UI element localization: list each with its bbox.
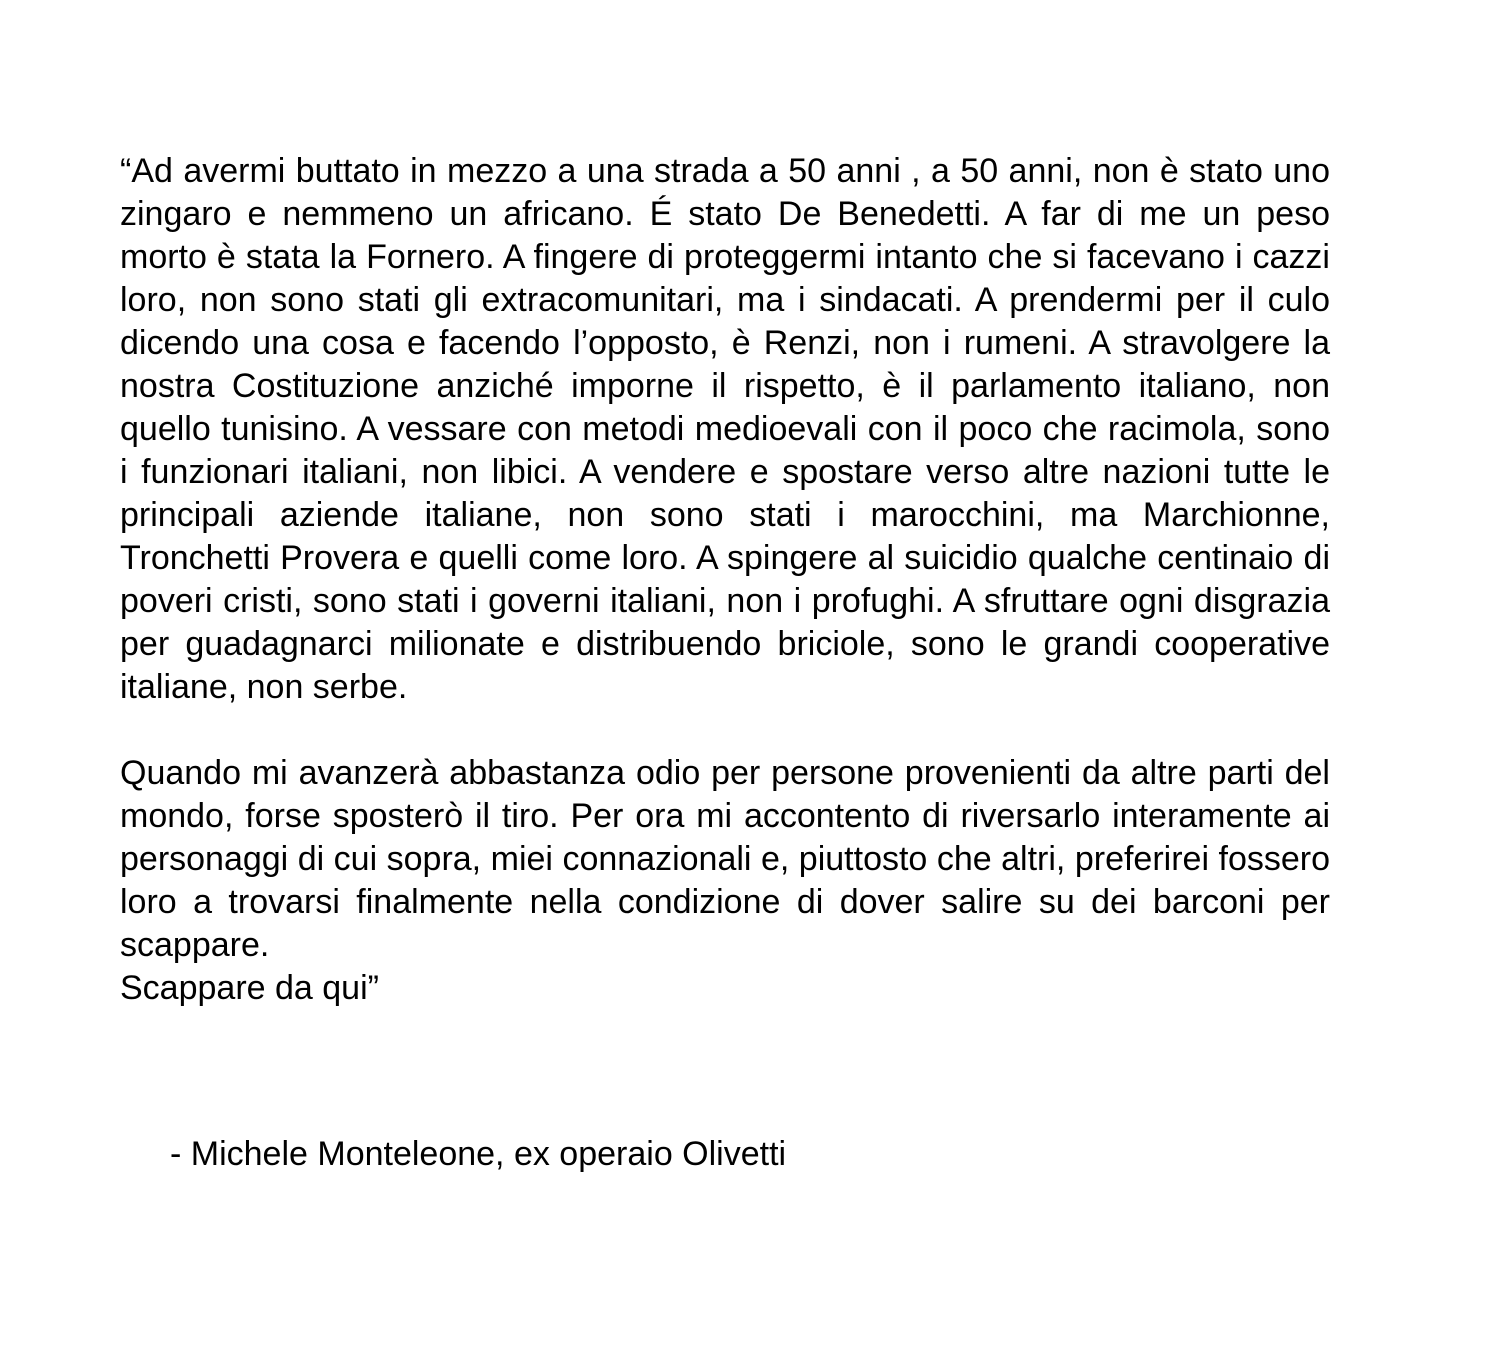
- quote-attribution: - Michele Monteleone, ex operaio Olivetti: [170, 1135, 787, 1173]
- quote-block: [120, 150, 1330, 1010]
- quote-closing-line: Scappare da qui”: [120, 969, 379, 1007]
- quote-paragraph-1: “Ad avermi buttato in mezzo a una strada a 50 anni , a 50 anni, non è stato uno zingaro e nemmeno un africano. É stato De Benedetti. A far di me un peso morto è stata la Fornero. A fingere di proteggermi intanto che si facevano i cazzi loro, non sono stati gli extracomunitari, ma i sindacati. A prendermi per il culo dicendo una cosa e facendo l’opposto, è Renzi, non i rumeni. A stravolgere la nostra Costituzione anziché imporne il rispetto, è il parlamento italiano, non quello tunisino. A vessare con metodi medioevali con il poco che racimola, sono i funzionari italiani, non libici. A vendere e spostare verso altre nazioni tutte le principali aziende italiane, non sono stati i marocchini, ma Marchionne, Tronchetti Provera e quelli come loro. A spingere al suicidio qualche centinaio di poveri cristi, sono stati i governi italiani, non i profughi. A sfruttare ogni disgrazia per guadagnarci milionate e distribuendo briciole, sono le grandi cooperative italiane, non serbe.: [120, 152, 1330, 706]
- quote-paragraph-2: Quando mi avanzerà abbastanza odio per persone provenienti da altre parti del mondo, forse sposterò il tiro. Per ora mi accontento di riversarlo interamente ai personaggi di cui sopra, miei connazionali e, piuttosto che altri, preferirei fossero loro a trovarsi finalmente nella condizione di dover salire su dei barconi per scappare.: [120, 754, 1330, 964]
- paragraph-spacer: [120, 709, 1330, 752]
